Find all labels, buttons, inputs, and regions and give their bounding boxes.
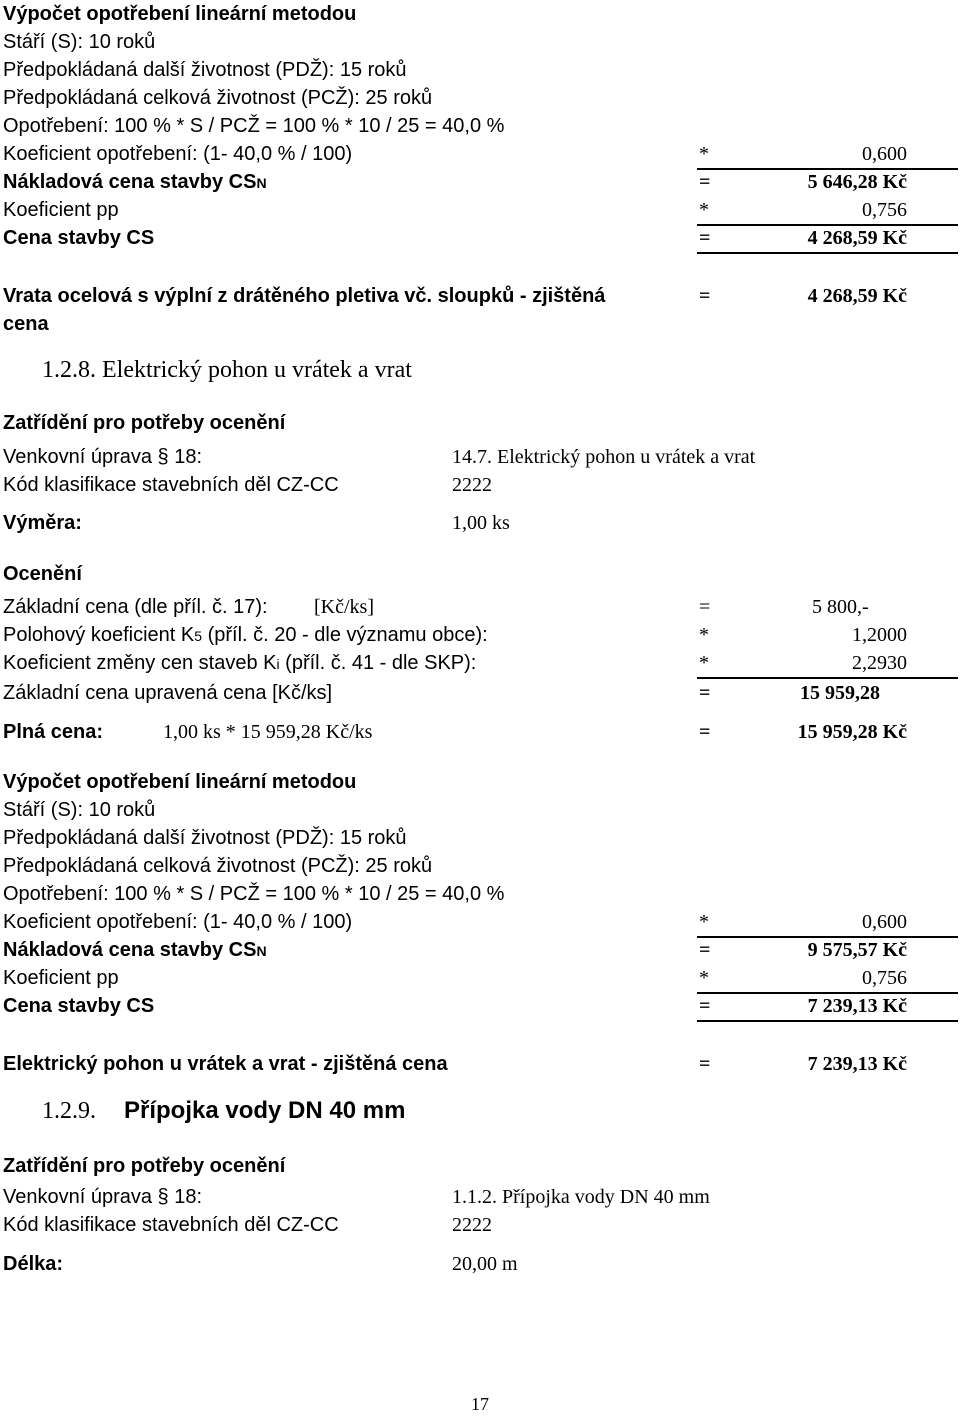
price-row (0, 224, 960, 252)
remaining-life-line: Předpokládaná další životnost (PDŽ): 15 roků (3, 59, 407, 81)
wear-coef-label: Koeficient opotřebení: (1- 40,0 % / 100) (3, 911, 353, 933)
pp-row (0, 964, 960, 992)
wear-line: Opotřebení: 100 % * S / PCŽ = 100 % * 10 / 25 = 40,0 % (3, 115, 505, 137)
cost-label: Nákladová cena stavby CSN (3, 939, 267, 961)
page-number: 17 (471, 1394, 489, 1414)
result-op: = (699, 1053, 711, 1075)
k5-op: * (699, 624, 709, 646)
total-life-line: Předpokládaná celková životnost (PCŽ): 25 roků (3, 87, 433, 109)
cost-value: 9 575,57 Kč (807, 939, 907, 961)
cost-row (0, 936, 960, 964)
price-op: = (699, 995, 711, 1017)
adjusted-value: 15 959,28 (800, 682, 880, 704)
ki-label: Koeficient změny cen staveb Ki (příl. č. 41 - dle SKP): (3, 652, 477, 674)
wear-calc-2 (0, 768, 960, 1020)
result-op: = (699, 285, 711, 307)
wear-coef-label: Koeficient opotřebení: (1- 40,0 % / 100) (3, 143, 353, 165)
price-op: = (699, 227, 711, 249)
pp-value: 0,756 (862, 967, 907, 989)
length-value: 20,00 m (452, 1253, 518, 1275)
cost-op: = (699, 171, 711, 193)
pp-value: 0,756 (862, 199, 907, 221)
outdoor-label: Venkovní úprava § 18: (3, 1186, 203, 1208)
measure-label: Výměra: (3, 512, 82, 534)
adjusted-op: = (699, 682, 711, 704)
result-2 (0, 1050, 960, 1078)
section-128 (0, 353, 960, 387)
classification-title: Zatřídění pro potřeby ocenění (3, 1155, 286, 1177)
wear-coef-op: * (699, 911, 709, 933)
code-value: 2222 (452, 474, 492, 496)
result-label: Vrata ocelová s výplní z drátěného pletiva vč. sloupků - zjištěná (3, 285, 606, 307)
price-label: Cena stavby CS (3, 995, 155, 1017)
total-life-line: Předpokládaná celková životnost (PCŽ): 25 roků (3, 855, 433, 877)
full-price-value: 15 959,28 Kč (797, 721, 907, 743)
ki-op: * (699, 652, 709, 674)
wear-calc-1 (0, 0, 960, 252)
outdoor-value: 1.1.2. Přípojka vody DN 40 mm (452, 1186, 710, 1208)
full-price-formula: 1,00 ks * 15 959,28 Kč/ks (163, 721, 373, 743)
result-value: 7 239,13 Kč (807, 1053, 907, 1075)
adjusted-label: Základní cena upravená cena [Kč/ks] (3, 682, 333, 704)
wear-coef-value: 0,600 (862, 143, 907, 165)
wear-line: Opotřebení: 100 % * S / PCŽ = 100 % * 10 / 25 = 40,0 % (3, 883, 505, 905)
k5-label: Polohový koeficient K5 (příl. č. 20 - dle významu obce): (3, 624, 488, 646)
cost-op: = (699, 939, 711, 961)
result-label-cont: cena (3, 313, 49, 335)
result-1 (0, 282, 960, 338)
classification-129 (0, 1152, 960, 1278)
outdoor-label: Venkovní úprava § 18: (3, 446, 203, 468)
code-label: Kód klasifikace stavebních děl CZ-CC (3, 1214, 339, 1236)
age-line: Stáří (S): 10 roků (3, 31, 156, 53)
price-value: 7 239,13 Kč (807, 995, 907, 1017)
base-price-op: = (699, 596, 711, 618)
price-label: Cena stavby CS (3, 227, 155, 249)
valuation-128 (0, 560, 960, 746)
pp-row (0, 196, 960, 224)
classification-128 (0, 409, 960, 537)
price-row (0, 992, 960, 1020)
wear-coef-op: * (699, 143, 709, 165)
section-heading-num: 1.2.9. (42, 1098, 96, 1124)
wear-coef-value: 0,600 (862, 911, 907, 933)
pp-label: Koeficient pp (3, 967, 119, 989)
full-price-op: = (699, 721, 711, 743)
remaining-life-line: Předpokládaná další životnost (PDŽ): 15 roků (3, 827, 407, 849)
cost-label: Nákladová cena stavby CSN (3, 171, 267, 193)
result-label: Elektrický pohon u vrátek a vrat - zjištěná cena (3, 1053, 448, 1075)
pp-label: Koeficient pp (3, 199, 119, 221)
ki-value: 2,2930 (852, 652, 907, 674)
k5-value: 1,2000 (852, 624, 907, 646)
section-heading-text: Přípojka vody DN 40 mm (124, 1097, 406, 1124)
code-value: 2222 (452, 1214, 492, 1236)
pp-op: * (699, 199, 709, 221)
cost-value: 5 646,28 Kč (807, 171, 907, 193)
wear-coef-row (0, 140, 960, 168)
wear-coef-row (0, 908, 960, 936)
result-value: 4 268,59 Kč (807, 285, 907, 307)
length-label: Délka: (3, 1253, 64, 1275)
cost-row (0, 168, 960, 196)
section-heading: 1.2.8. Elektrický pohon u vrátek a vrat (42, 357, 412, 383)
code-label: Kód klasifikace stavebních děl CZ-CC (3, 474, 339, 496)
classification-title: Zatřídění pro potřeby ocenění (3, 412, 286, 434)
base-price-value: 5 800,- (812, 596, 869, 618)
wear-calc-title: Výpočet opotřebení lineární metodou (3, 3, 357, 25)
full-price-label: Plná cena: (3, 721, 104, 743)
base-price-label: Základní cena (dle příl. č. 17): (3, 596, 268, 618)
age-line: Stáří (S): 10 roků (3, 799, 156, 821)
section-129 (0, 1094, 960, 1128)
price-value: 4 268,59 Kč (807, 227, 907, 249)
wear-calc-title: Výpočet opotřebení lineární metodou (3, 771, 357, 793)
base-price-unit: [Kč/ks] (314, 596, 374, 618)
outdoor-value: 14.7. Elektrický pohon u vrátek a vrat (452, 446, 756, 468)
measure-value: 1,00 ks (452, 512, 510, 534)
pp-op: * (699, 967, 709, 989)
valuation-title: Ocenění (3, 563, 82, 585)
